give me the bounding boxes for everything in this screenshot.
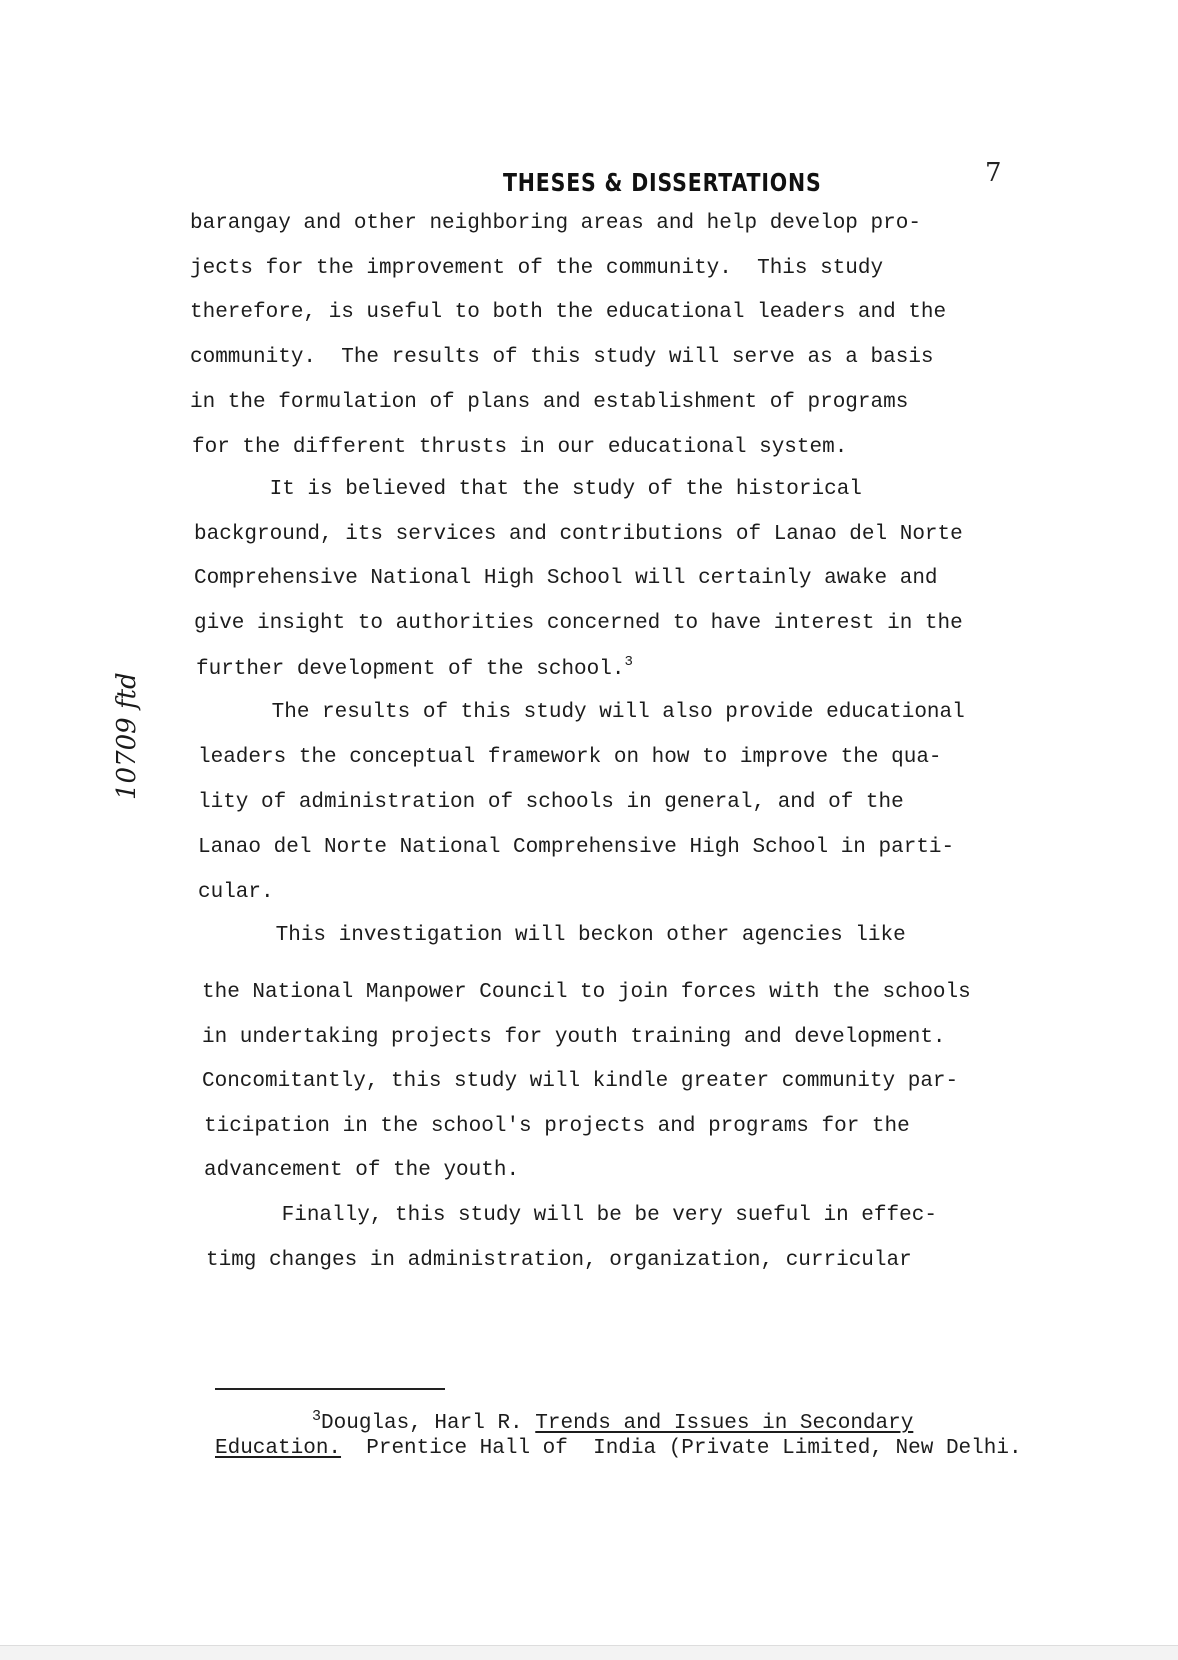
body-line: in the formulation of plans and establishment of programs	[190, 391, 909, 414]
footnote-reference: 3	[624, 654, 633, 670]
body-line: leaders the conceptual framework on how to improve the qua-	[198, 746, 942, 769]
footnote-publisher: Prentice Hall of India (Private Limited, New Delhi.	[366, 1437, 1022, 1460]
body-line: for the different thrusts in our educational system.	[192, 436, 848, 459]
body-line: jects for the improvement of the community. This study	[190, 257, 884, 280]
body-line: lity of administration of schools in general, and of the	[198, 791, 904, 814]
footnote-line-1	[312, 1408, 914, 1436]
body-line: barangay and other neighboring areas and help develop pro-	[190, 212, 921, 235]
body-line: Finally, this study will be be very sueful in effec-	[206, 1204, 937, 1227]
body-line: in undertaking projects for youth training and development.	[202, 1026, 946, 1049]
body-line: the National Manpower Council to join forces with the schools	[202, 981, 971, 1004]
body-line: ticipation in the school's projects and programs for the	[204, 1115, 910, 1138]
body-line: Lanao del Norte National Comprehensive High School in parti-	[198, 836, 955, 859]
page-number: 7	[985, 158, 1002, 188]
footnote-line-2	[215, 1437, 1022, 1461]
body-line: Comprehensive National High School will certainly awake and	[194, 567, 938, 590]
body-line: give insight to authorities concerned to have interest in the	[194, 612, 963, 635]
handwritten-margin-note: 10709 ftd	[112, 672, 142, 800]
archive-stamp: THESES & DISSERTATIONS	[503, 168, 822, 197]
body-line: further development of the school.	[196, 658, 625, 681]
body-line-with-ref	[196, 654, 633, 683]
body-line: therefore, is useful to both the educational leaders and the	[190, 301, 947, 324]
body-line: It is believed that the study of the historical	[194, 478, 862, 501]
body-line: timg changes in administration, organization, curricular	[206, 1249, 912, 1272]
body-line: Concomitantly, this study will kindle greater community par-	[202, 1070, 959, 1093]
body-line: community. The results of this study will serve as a basis	[190, 346, 934, 369]
body-line: advancement of the youth.	[204, 1159, 520, 1182]
footnote-divider	[215, 1388, 445, 1390]
footnote-marker: 3	[312, 1408, 322, 1425]
footnote-author: Douglas, Harl R.	[321, 1412, 523, 1435]
body-line: This investigation will beckon other agencies like	[200, 924, 906, 947]
scan-footer-strip	[0, 1645, 1178, 1660]
body-line: cular.	[198, 881, 274, 904]
footnote-title: Trends and Issues in Secondary	[535, 1412, 914, 1435]
body-line: background, its services and contributions of Lanao del Norte	[194, 523, 963, 546]
body-line: The results of this study will also provide educational	[196, 701, 965, 724]
footnote-title-continued: Education.	[215, 1437, 342, 1460]
